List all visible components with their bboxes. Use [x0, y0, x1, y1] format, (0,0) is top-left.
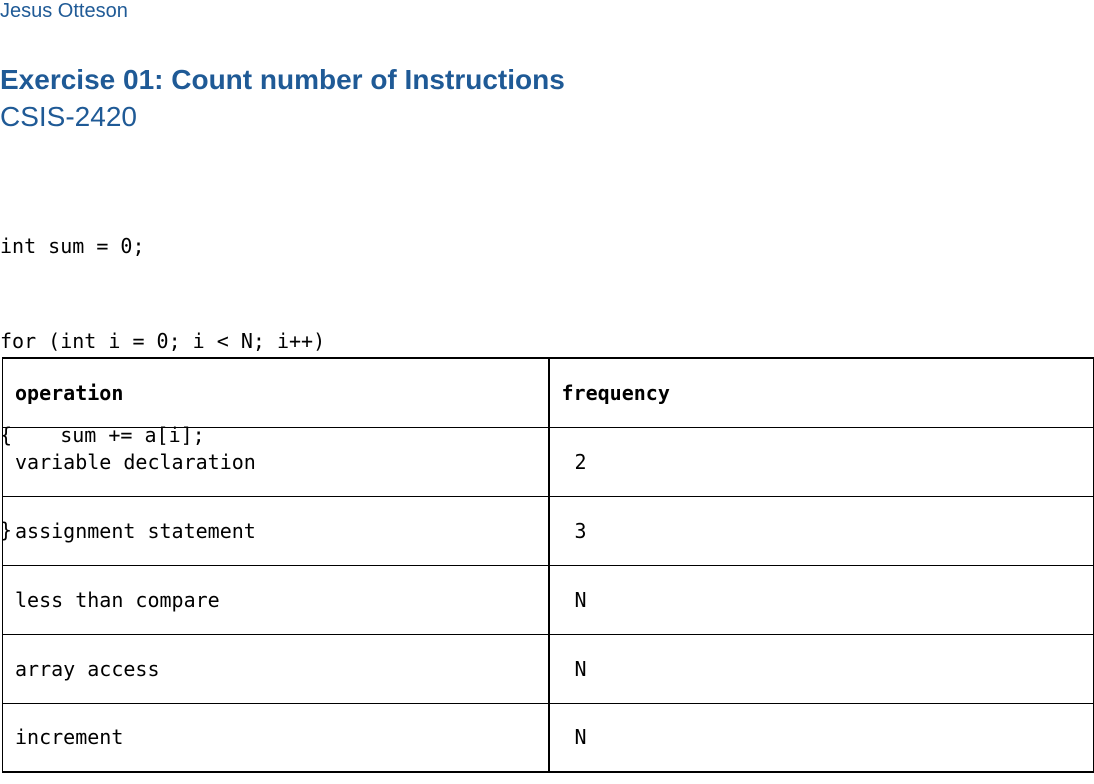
table-row [3, 427, 1094, 496]
course-code: CSIS-2420 [0, 101, 137, 132]
table-row [3, 565, 1094, 634]
code-line: } [0, 517, 13, 542]
operation-cell: variable declaration [3, 427, 549, 496]
page-title: Exercise 01: Count number of Instructions [0, 64, 565, 95]
operation-cell: increment [3, 703, 549, 772]
frequency-cell: N [549, 565, 1094, 634]
header-operation: operation [3, 358, 549, 427]
code-line: { sum += a[i]; [0, 423, 205, 447]
frequency-cell: N [549, 703, 1094, 772]
frequency-cell: 3 [549, 496, 1094, 565]
operations-table [2, 357, 1094, 773]
table-row [3, 496, 1094, 565]
operation-cell: assignment statement [3, 496, 549, 565]
code-line: int sum = 0; [0, 234, 145, 258]
operation-cell: array access [3, 634, 549, 703]
table-row [3, 703, 1094, 772]
author-name: Jesus Otteson [0, 0, 128, 22]
frequency-cell: 2 [549, 427, 1094, 496]
frequency-cell: N [549, 634, 1094, 703]
table-row [3, 634, 1094, 703]
table-header-row [3, 358, 1094, 427]
operation-cell: less than compare [3, 565, 549, 634]
header-frequency: frequency [549, 358, 1094, 427]
code-line: for (int i = 0; i < N; i++) [0, 328, 326, 353]
